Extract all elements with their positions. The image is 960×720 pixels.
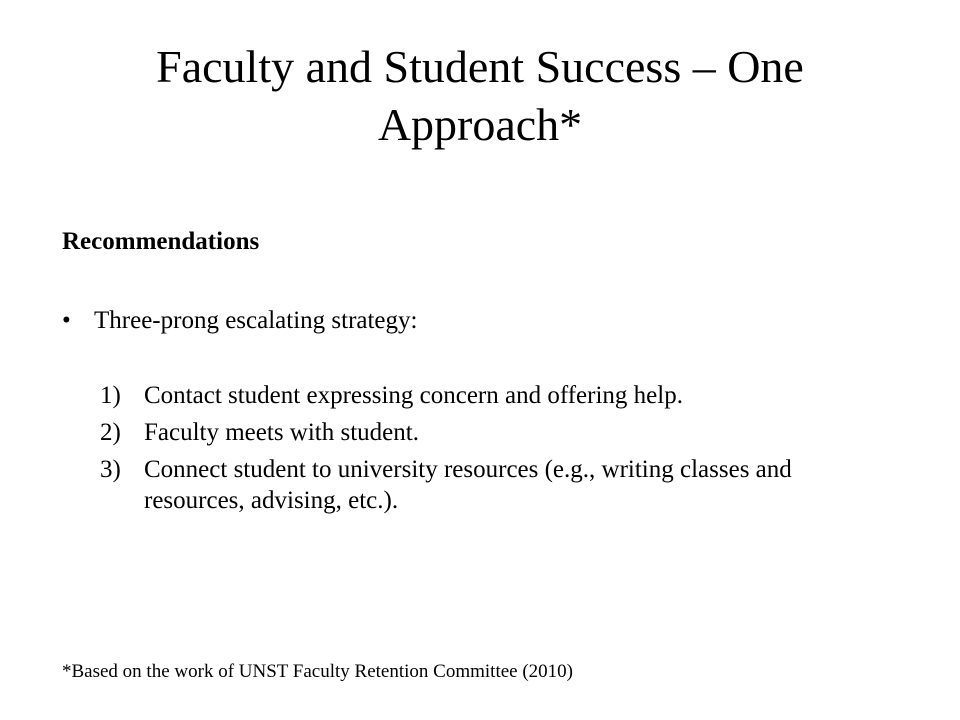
footnote: *Based on the work of UNST Faculty Retention Committee (2010) bbox=[62, 661, 573, 682]
step-number: 2) bbox=[100, 419, 121, 446]
step-number: 3) bbox=[100, 456, 121, 483]
recommendations-heading: Recommendations bbox=[62, 228, 260, 255]
strategy-steps-list bbox=[100, 380, 860, 522]
step-text: Contact student expressing concern and offering help. bbox=[144, 382, 683, 409]
step-text: Connect student to university resources (e.g., writing classes and resources, advising, etc.). bbox=[144, 456, 792, 514]
slide-title: Faculty and Student Success – One Approach* bbox=[156, 41, 804, 150]
list-item bbox=[100, 417, 860, 448]
list-item bbox=[100, 380, 860, 411]
step-number: 1) bbox=[100, 382, 121, 409]
bullet-text: Three-prong escalating strategy: bbox=[94, 307, 418, 334]
list-item bbox=[100, 454, 860, 516]
bullet-item bbox=[62, 305, 417, 337]
bullet-icon: • bbox=[62, 307, 71, 334]
step-text: Faculty meets with student. bbox=[144, 419, 419, 446]
